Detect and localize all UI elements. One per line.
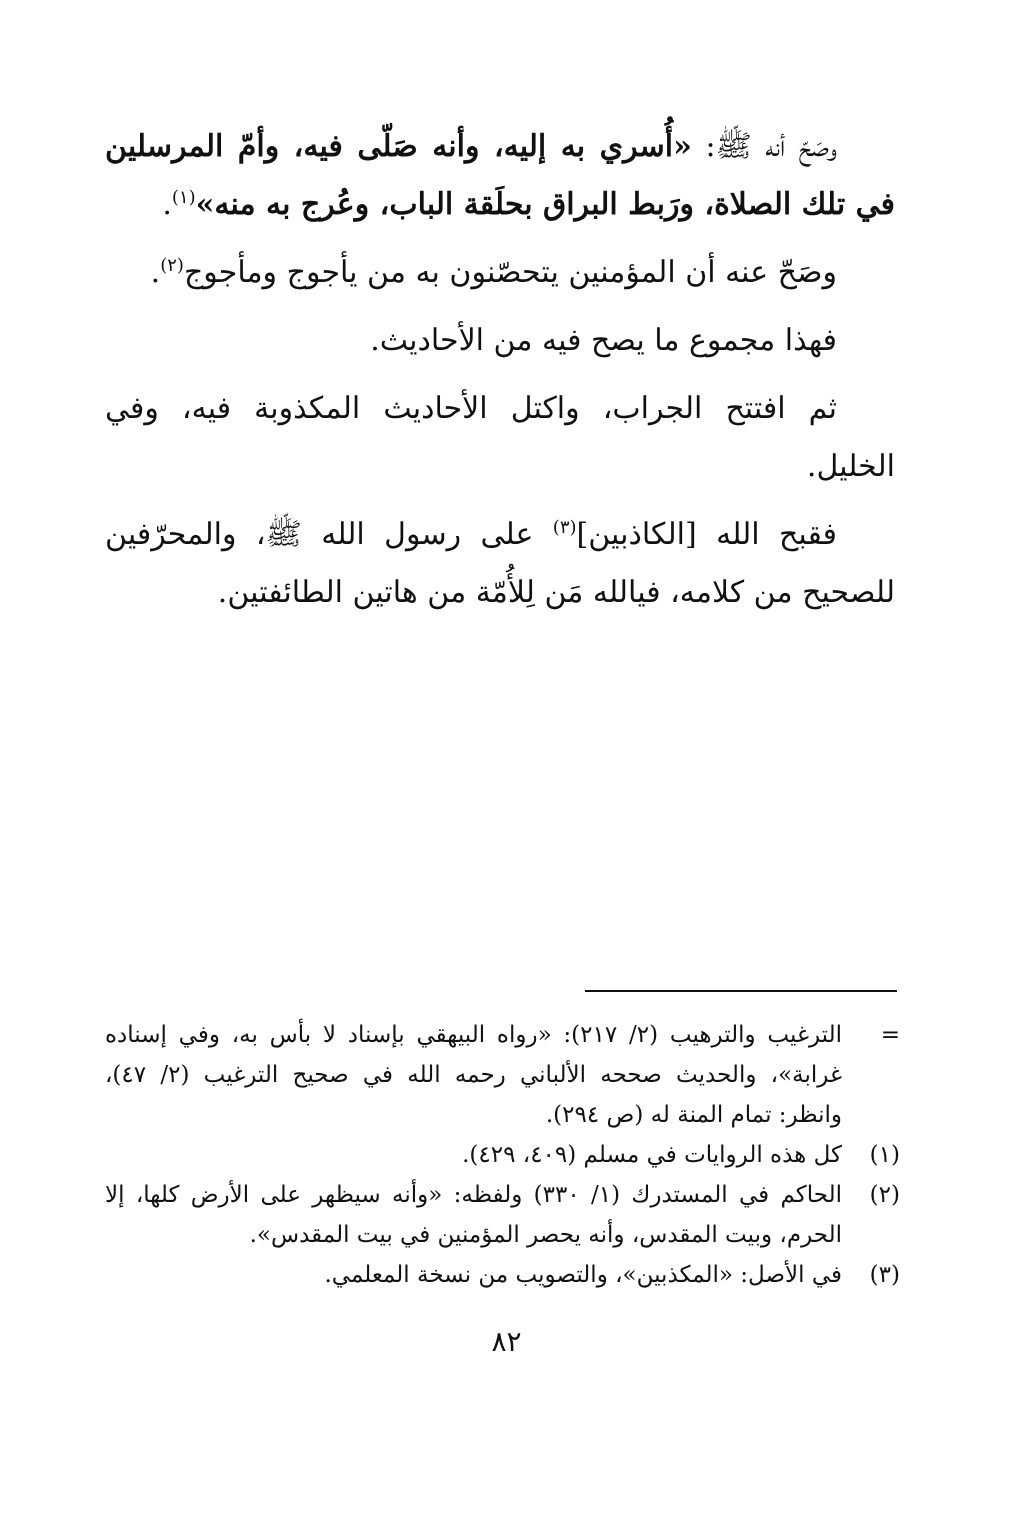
footnote-2 (105, 1175, 900, 1255)
footnote-marker: (٢) (869, 1182, 900, 1208)
footnote-text: الترغيب والترهيب (٢/ ٢١٧): «رواه البيهقي بإسناد لا بأس به، وفي إسناده غرابة»، والحديث صححه الألباني رحمه الله في صحيح الترغيب (٢/ ٤٧)، وانظر: تمام المنة له (ص ٢٩٤). (105, 1022, 843, 1128)
footnote-ref-2: (٢) (160, 255, 184, 276)
paragraph-2 (105, 244, 895, 302)
paragraph-5-tail: على رسول الله ﷺ، والمحرّفين للصحيح من كلامه، فيالله مَن لِلأُمّة من هاتين الطائفتين. (105, 517, 895, 610)
paragraph-3-text: فهذا مجموع ما يصح فيه من الأحاديث. (370, 323, 837, 358)
footnote-ref-1: (١) (171, 187, 196, 208)
paragraph-1 (105, 118, 895, 234)
paragraph-3 (105, 312, 895, 370)
paragraph-2-tail: . (150, 255, 161, 290)
footnote-text: في الأصل: «المكذبين»، والتصويب من نسخة المعلمي. (324, 1262, 842, 1288)
paragraph-2-text: وصَحّ عنه أن المؤمنين يتحصّنون به من يأجوج ومأجوج (183, 255, 837, 290)
footnote-marker: (٣) (869, 1262, 900, 1288)
paragraph-1-tail: . (162, 187, 172, 222)
paragraph-5 (105, 506, 895, 622)
page-number: ٨٢ (491, 1325, 522, 1358)
footnote-text: الحاكم في المستدرك (١/ ٣٣٠) ولفظه: «وأنه سيظهر على الأرض كلها، إلا الحرم، وبيت المقدس، وأنه يحصر المؤمنين في بيت المقدس». (105, 1182, 843, 1248)
footnote-marker: (١) (869, 1142, 900, 1168)
footnote-marker: = (880, 1022, 900, 1048)
footnote-1 (105, 1135, 900, 1175)
footnote-separator (585, 990, 897, 992)
paragraph-5-text: فقبح الله [الكاذبين] (576, 517, 837, 552)
footnote-ref-3: (٣) (552, 517, 577, 538)
footnote-continued (105, 1015, 900, 1135)
main-text (105, 118, 895, 632)
paragraph-4 (105, 380, 895, 496)
paragraph-1-lead: وصَحّ أنه ﷺ: (691, 129, 837, 164)
paragraph-1-quote: «أُسري به إليه، وأنه صَلّى فيه، وأمّ المرسلين في تلك الصلاة، ورَبط البراق بحلَقة الباب، وعُرج به منه» (105, 129, 895, 222)
footnotes (105, 1015, 900, 1295)
footnote-text: كل هذه الروايات في مسلم (٤٠٩، ٤٢٩). (462, 1142, 842, 1168)
paragraph-4-text: ثم افتتح الجراب، واكتل الأحاديث المكذوبة فيه، وفي الخليل. (105, 391, 895, 484)
footnote-3 (105, 1255, 900, 1295)
